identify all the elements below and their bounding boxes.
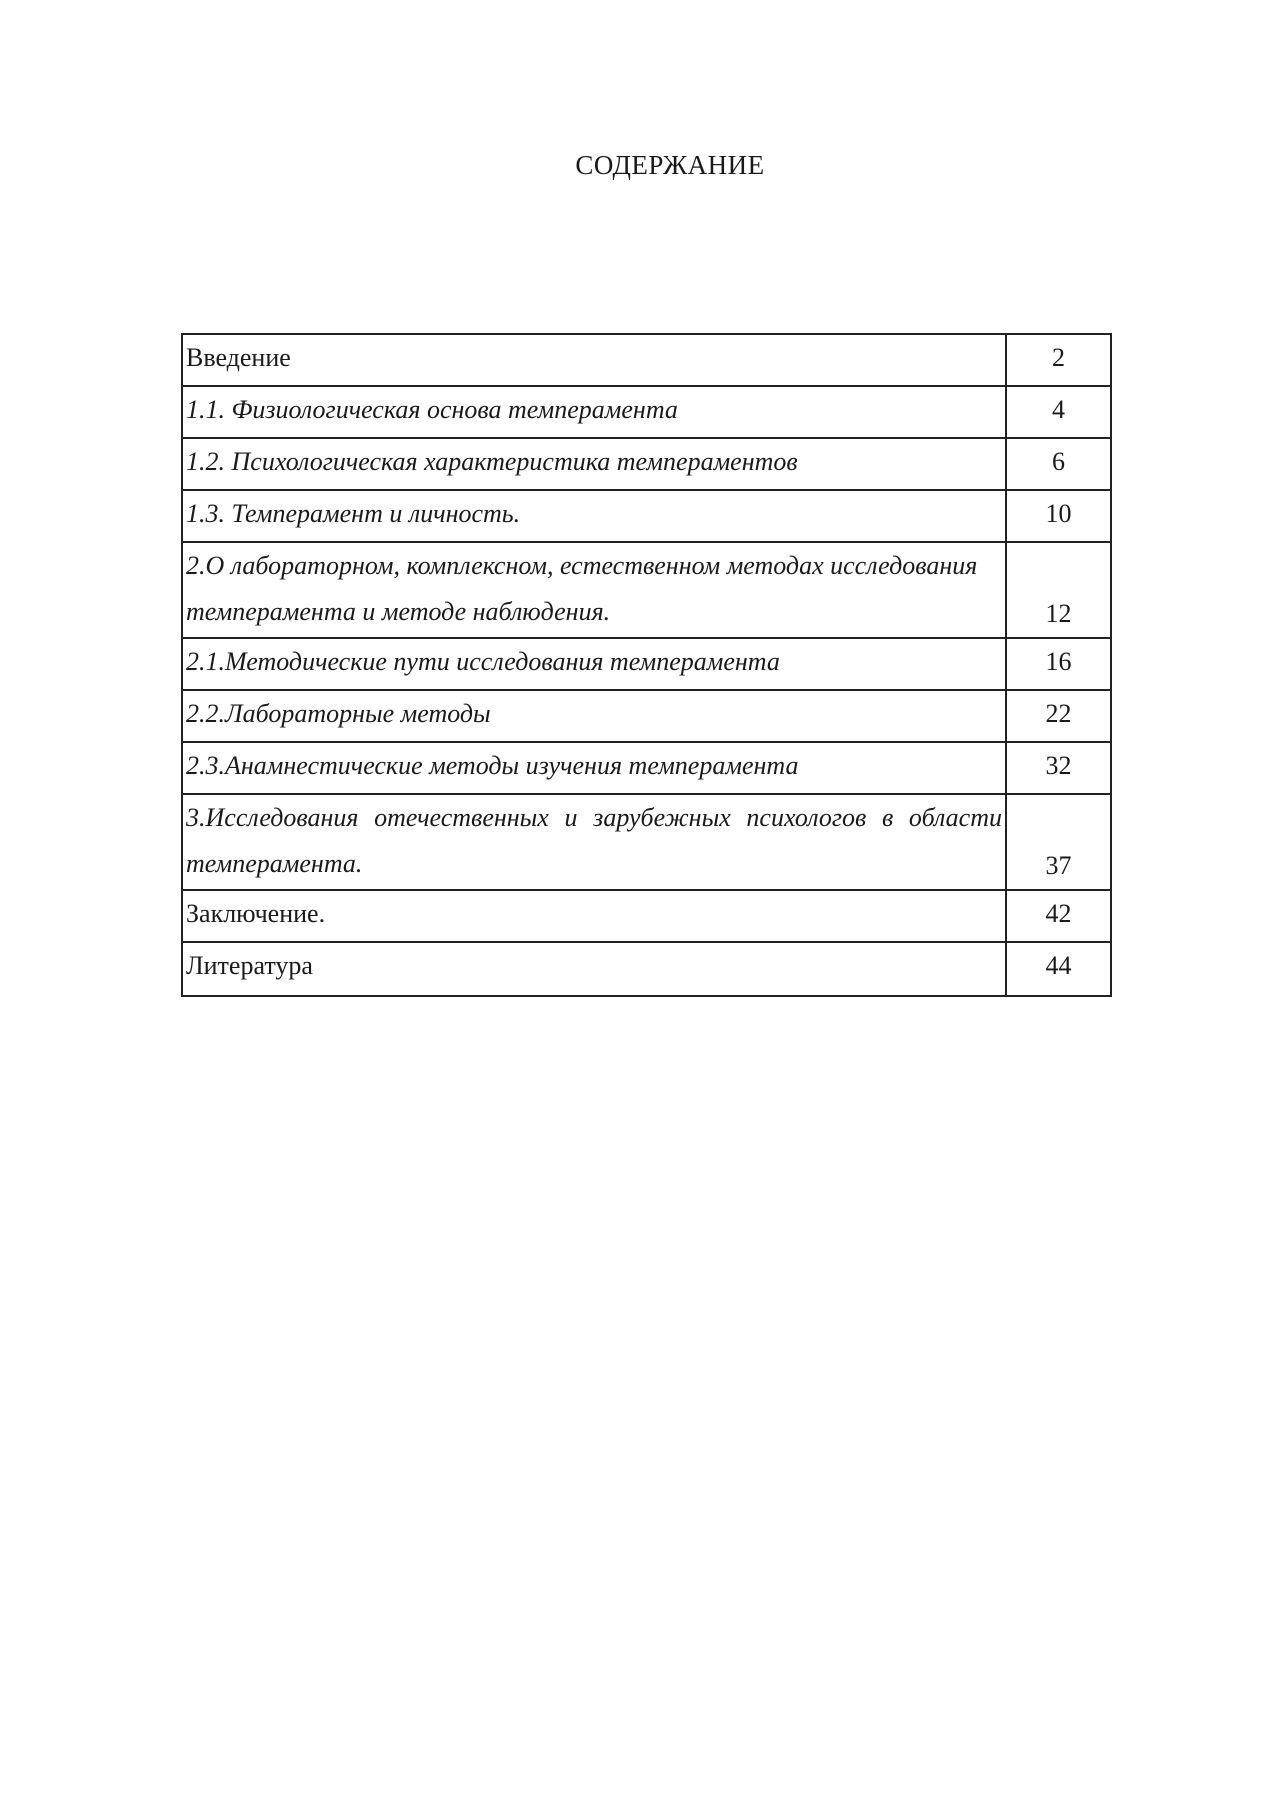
toc-entry-page: 10 [1006,490,1111,542]
toc-entry-title: 1.1. Физиологическая основа темперамента [182,386,1006,438]
toc-row [182,638,1111,690]
toc-row [182,542,1111,638]
toc-entry-title: 3.Исследования отечественных и зарубежных психологов в области темперамента. [182,794,1006,890]
toc-entry-page: 16 [1006,638,1111,690]
toc-row [182,742,1111,794]
toc-row [182,438,1111,490]
toc-entry-page: 12 [1006,542,1111,638]
toc-entry-page: 37 [1006,794,1111,890]
toc-row [182,794,1111,890]
toc-entry-page: 4 [1006,386,1111,438]
toc-entry-page: 6 [1006,438,1111,490]
toc-row [182,386,1111,438]
toc-entry-title: 2.2.Лабораторные методы [182,690,1006,742]
toc-row [182,890,1111,942]
toc-entry-title: Литература [182,942,1006,996]
toc-entry-title: Введение [182,334,1006,386]
toc-entry-title: 1.2. Психологическая характеристика темпераментов [182,438,1006,490]
page-title: СОДЕРЖАНИЕ [575,150,765,180]
toc-entry-page: 42 [1006,890,1111,942]
toc-entry-title: 2.О лабораторном, комплексном, естественном методах исследования темперамента и методе наблюдения. [182,542,1006,638]
toc-row [182,490,1111,542]
toc-row [182,942,1111,996]
toc-row [182,690,1111,742]
toc-entry-page: 32 [1006,742,1111,794]
table-of-contents [181,333,1112,997]
toc-entry-title: Заключение. [182,890,1006,942]
toc-row [182,334,1111,386]
toc-entry-page: 2 [1006,334,1111,386]
toc-entry-page: 44 [1006,942,1111,996]
toc-entry-page: 22 [1006,690,1111,742]
toc-entry-title: 2.3.Анамнестические методы изучения темперамента [182,742,1006,794]
toc-entry-title: 1.3. Темперамент и личность. [182,490,1006,542]
toc-entry-title: 2.1.Методические пути исследования темперамента [182,638,1006,690]
